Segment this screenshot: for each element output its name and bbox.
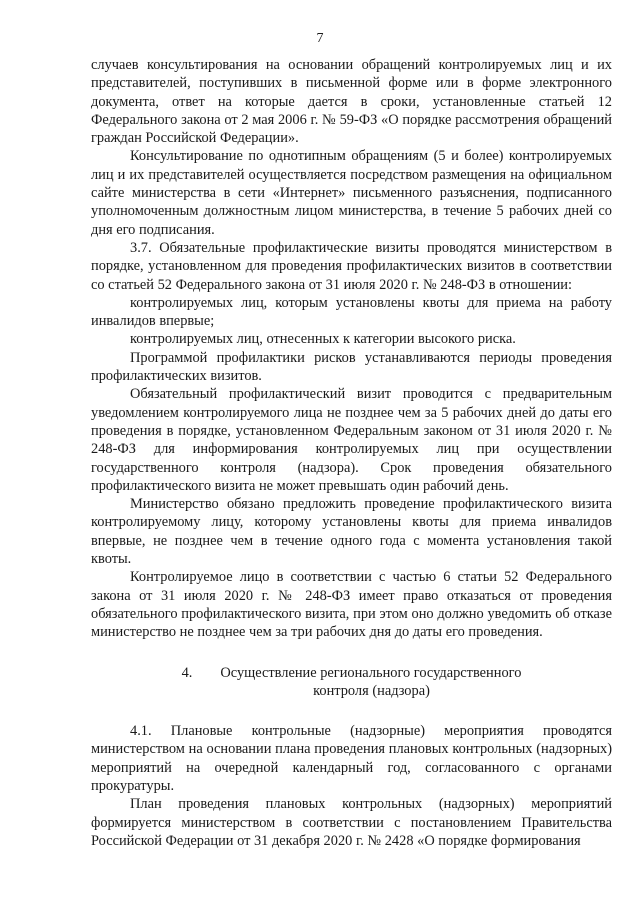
paragraph-program: Программой профилактики рисков устанавливаются периоды проведения профилактических визитов.: [91, 349, 612, 385]
paragraph-1: случаев консультирования на основании обращений контролируемых лиц и их представителей, поступивших в письменной форме или в форме электронного документа, ответ на которые дается в сроки, установленные статьей 12 Федерального закона от 2 мая 2006 г. № 59-ФЗ «О порядке рассмотрения обращений граждан Российской Федерации».: [91, 57, 612, 147]
paragraph-refusal: Контролируемое лицо в соответствии с частью 6 статьи 52 Федерального закона от 31 июля 2020 г. № 248-ФЗ имеет право отказаться от проведения обязательного профилактического визита, при этом оно должно уведомить об отказе министерство не позднее чем за три рабочих дня до даты его проведения.: [91, 569, 612, 641]
paragraph-plan: План проведения плановых контрольных (надзорных) мероприятий формируется министерством в соответствии с постановлением Правительства Российской Федерации от 31 декабря 2020 г. № 2428 «О порядке формирования: [91, 796, 612, 849]
page-number: 7: [316, 31, 324, 46]
paragraph-2: Консультирование по однотипным обращениям (5 и более) контролируемых лиц и их представителей осуществляется посредством размещения на официальном сайте министерства в сети «Интернет» письменного разъяснения, подписанного уполномоченным должностным лицом министерства, в течение 5 рабочих дней со дня его подписания.: [91, 148, 612, 238]
paragraph-high-risk: контролируемых лиц, отнесенных к категории высокого риска.: [130, 331, 516, 348]
paragraph-quota-persons: контролируемых лиц, которым установлены квоты для приема на работу инвалидов впервые;: [91, 294, 612, 330]
paragraph-mandatory-visit: Обязательный профилактический визит проводится с предварительным уведомлением контролируемого лица не позднее чем за 5 рабочих дней до даты его проведения в порядке, установленном Федеральным законом от 31 июля 2020 г. № 248-ФЗ для информирования контролируемых лиц при осуществлении государственного контроля (надзора). Срок проведения обязательного профилактического визита не может превышать один рабочий день.: [91, 386, 612, 494]
paragraph-4-1: 4.1. Плановые контрольные (надзорные) мероприятия проводятся министерством на основании плана проведения плановых контрольных (надзорных) мероприятий на очередной календарный год, согласованного с органами прокуратуры.: [91, 723, 612, 794]
document-body: [91, 56, 612, 850]
paragraph-3-7: 3.7. Обязательные профилактические визиты проводятся министерством в порядке, установленном для проведения профилактических визитов в соответствии со статьей 52 Федерального закона от 31 июля 2020 г. № 248-ФЗ в отношении:: [91, 239, 612, 293]
section-heading: [91, 664, 612, 701]
paragraph-ministry-offer: Министерство обязано предложить проведение профилактического визита контролируемому лицу, которому установлены квоты для приема инвалидов впервые, не позднее чем в течение одного года с момента установления такой квоты.: [91, 496, 612, 568]
section-title-line-1: Осуществление регионального государственного: [220, 664, 522, 681]
section-heading-line-1: [91, 664, 612, 682]
section-number: 4.: [181, 664, 193, 681]
section-title-line-2: контроля (надзора): [313, 682, 430, 699]
